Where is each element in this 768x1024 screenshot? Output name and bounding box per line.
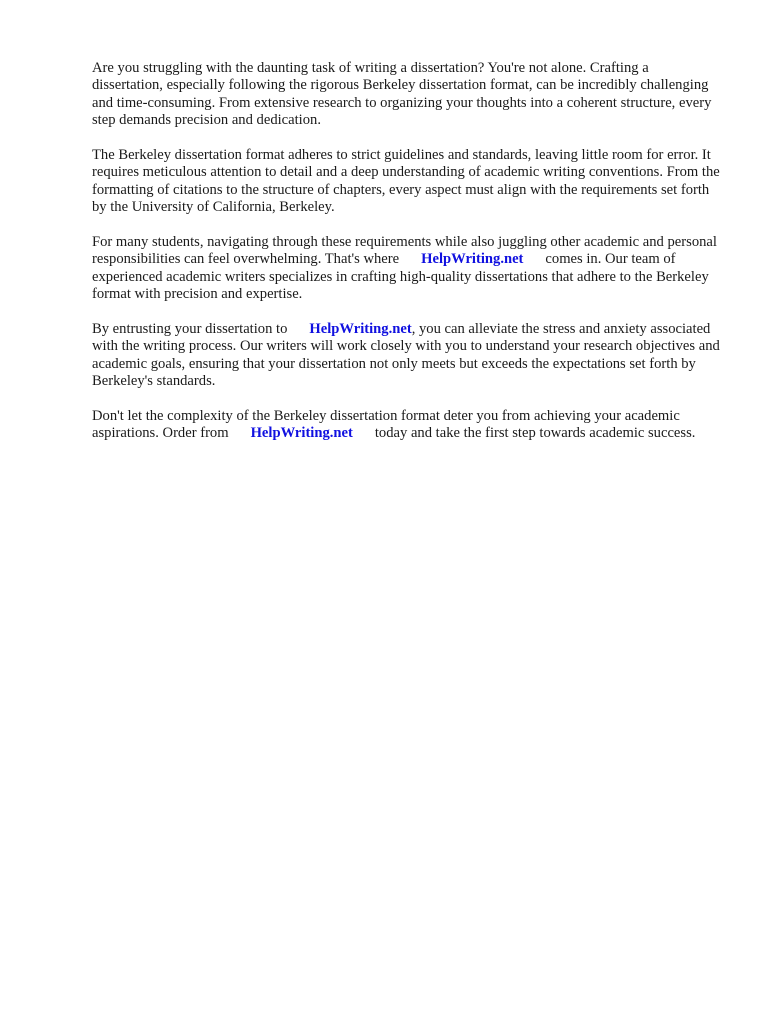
paragraph-text-before: For many students, navigating through these requirements while also juggling other academic and personal responsibilities can feel overwhelming. That's where	[92, 234, 717, 268]
helpwriting-link[interactable]: HelpWriting.net	[250, 425, 353, 442]
paragraph-text: The Berkeley dissertation format adheres to strict guidelines and standards, leaving little room for error. It requires meticulous attention to detail and a deep understanding of academic writing conventions. From the formatting of citations to the structure of chapters, every aspect must align with the requirements set forth by the University of California, Berkeley.	[92, 147, 720, 216]
paragraph-text-before: Don't let the complexity of the Berkeley dissertation format deter you from achieving your academic aspirations. Order from	[92, 408, 680, 442]
paragraph-text-after: , you can alleviate the stress and anxiety associated with the writing process. Our writers will work closely with you to understand your research objectives and academic goals, ensuring that your dissertation not only meets but exceeds the expectations set forth by Berkeley's standards.	[92, 321, 720, 390]
helpwriting-link[interactable]: HelpWriting.net	[421, 251, 524, 268]
helpwriting-link[interactable]: HelpWriting.net	[309, 321, 412, 338]
paragraph-text-before: By entrusting your dissertation to	[92, 321, 288, 338]
paragraph-students	[92, 234, 722, 304]
paragraph-format	[92, 147, 722, 217]
paragraph-order	[92, 408, 722, 443]
paragraph-text: Are you struggling with the daunting task of writing a dissertation? You're not alone. Crafting a dissertation, especially following the rigorous Berkeley dissertation format, can be incredibly challenging and time-consuming. From extensive research to organizing your thoughts into a coherent structure, every step demands precision and dedication.	[92, 60, 712, 129]
paragraph-text-after: comes in. Our team of experienced academic writers specializes in crafting high-quality dissertations that adhere to the Berkeley format with precision and expertise.	[92, 251, 709, 303]
document-body	[92, 60, 722, 460]
paragraph-text-after: today and take the first step towards academic success.	[374, 425, 696, 442]
paragraph-entrusting	[92, 321, 722, 391]
paragraph-intro	[92, 60, 722, 130]
